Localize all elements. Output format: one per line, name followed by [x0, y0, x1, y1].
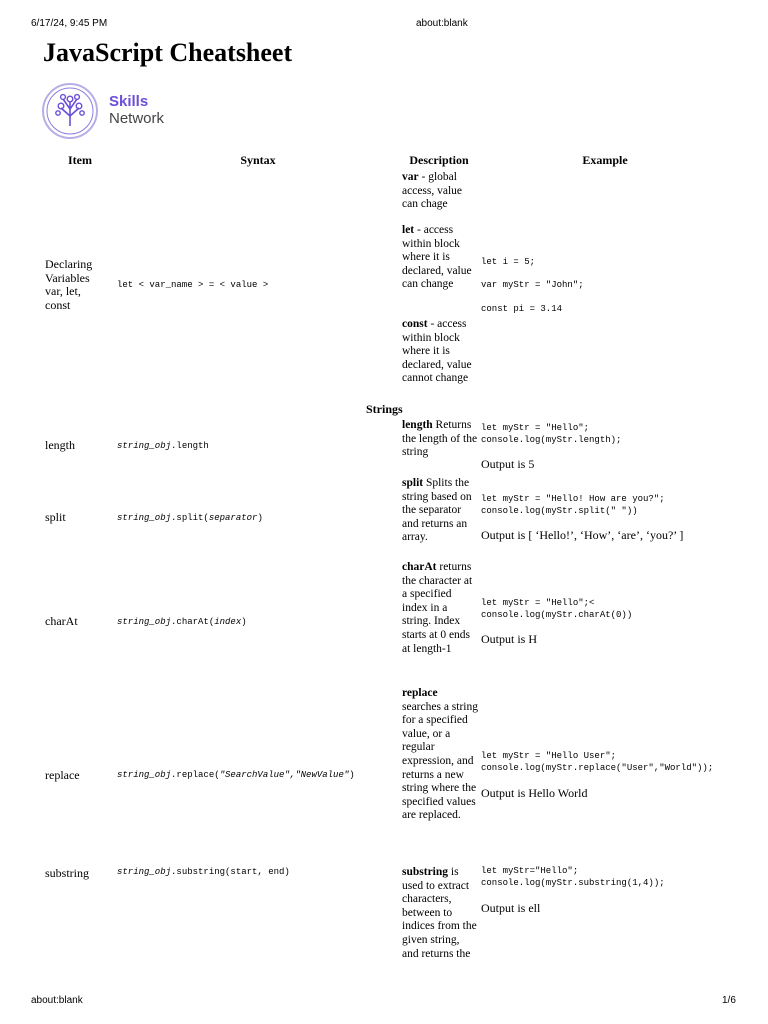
row-charat-desc: charAt returns the character at a specified index in a string. Index starts at 0 ends at length-1 — [402, 561, 473, 655]
page-title: JavaScript Cheatsheet — [43, 38, 293, 67]
row-declare-example-1: let i = 5; — [481, 257, 536, 267]
row-declare-syntax: let < var_name > = < value > — [117, 280, 269, 290]
row-substring-desc: substring is used to extract characters, between to indices from the given string, and returns the — [402, 866, 477, 960]
row-split-output: Output is [ ‘Hello!’, ‘How’, ‘are’, ‘you?’ ] — [481, 528, 684, 542]
print-datetime: 6/17/24, 9:45 PM — [31, 18, 108, 29]
row-declare-example-3: const pi = 3.14 — [481, 304, 563, 314]
row-length-item: length — [45, 438, 75, 452]
row-split-item: split — [45, 510, 66, 524]
row-length-syntax: string_obj.length — [117, 441, 209, 451]
row-length-desc: length Returns the length of the string — [402, 419, 478, 459]
col-header-syntax: Syntax — [240, 153, 276, 167]
row-length-example: let myStr = "Hello"; console.log(myStr.length); — [481, 423, 622, 445]
row-declare-example-2: var myStr = "John"; — [481, 280, 584, 290]
row-declare-desc-var: var - global access, value can chage — [402, 171, 463, 211]
col-header-item: Item — [68, 153, 92, 167]
row-replace-desc: replace searches a string for a specified value, or a regular expression, and returns a new string where the specified values are replaced. — [402, 687, 478, 822]
row-charat-item: charAt — [45, 614, 78, 628]
print-url: about:blank — [416, 18, 468, 29]
row-split-desc: split Splits the string based on the separator and returns an array. — [402, 477, 472, 544]
row-replace-syntax: string_obj.replace("SearchValue","NewValue") — [117, 770, 355, 780]
row-charat-output: Output is H — [481, 632, 538, 646]
row-declare-desc-let: let - access within block where it is declared, value can change — [402, 224, 472, 291]
page-number: 1/6 — [722, 995, 736, 1006]
row-substring-output: Output is ell — [481, 901, 541, 915]
row-replace-output: Output is Hello World — [481, 786, 588, 800]
col-header-example: Example — [582, 153, 628, 167]
row-substring-example: let myStr="Hello"; console.log(myStr.substring(1,4)); — [481, 866, 665, 888]
logo-text-network: Network — [109, 110, 165, 127]
row-split-example: let myStr = "Hello! How are you?"; console.log(myStr.split(" ")) — [481, 494, 665, 516]
row-replace-item: replace — [45, 768, 80, 782]
logo-text-skills: Skills — [109, 93, 149, 110]
footer-url: about:blank — [31, 995, 83, 1006]
row-declare-desc-const: const - access within block where it is declared, value cannot change — [402, 318, 472, 385]
row-split-syntax: string_obj.split(separator) — [117, 513, 263, 523]
row-substring-syntax: string_obj.substring(start, end) — [117, 867, 290, 877]
row-length-output: Output is 5 — [481, 457, 535, 471]
col-header-description: Description — [409, 153, 469, 167]
tree-logo-icon — [41, 82, 101, 140]
row-replace-example: let myStr = "Hello User"; console.log(myStr.replace("User","World")); — [481, 751, 714, 773]
row-charat-example: let myStr = "Hello";< console.log(myStr.charAt(0)) — [481, 598, 633, 620]
row-declare-item: Declaring Variables var, let, const — [45, 257, 93, 312]
row-charat-syntax: string_obj.charAt(index) — [117, 617, 247, 627]
section-strings: Strings — [366, 402, 403, 416]
row-substring-item: substring — [45, 866, 90, 880]
